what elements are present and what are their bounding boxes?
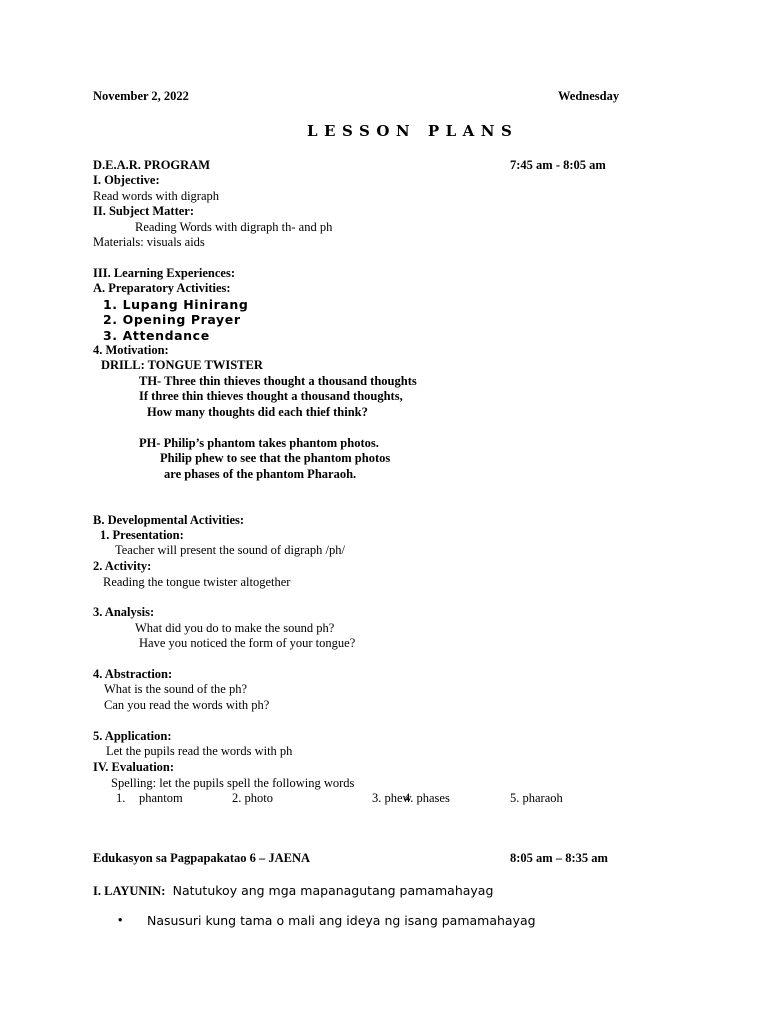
lesson-date: November 2, 2022 — [93, 89, 189, 103]
ph-twister-line: are phases of the phantom Pharaoh. — [164, 467, 357, 481]
word-item: 3. phew — [372, 791, 412, 805]
evaluation-heading: IV. Evaluation: — [93, 760, 175, 774]
prep-item: 1. Lupang Hinirang — [103, 297, 249, 312]
developmental-heading: B. Developmental Activities: — [93, 513, 245, 527]
subject-matter-heading: II. Subject Matter: — [93, 204, 195, 218]
prep-item: 3. Attendance — [103, 328, 210, 343]
th-twister-line: If three thin thieves thought a thousand thoughts, — [139, 389, 403, 403]
presentation-heading: 1. Presentation: — [100, 528, 184, 542]
preparatory-heading: A. Preparatory Activities: — [93, 281, 231, 295]
evaluation-text: Spelling: let the pupils spell the following words — [111, 776, 355, 790]
th-twister-line: TH- Three thin thieves thought a thousand thoughts — [139, 374, 417, 388]
lesson-day: Wednesday — [558, 89, 620, 103]
abstraction-line: What is the sound of the ph? — [104, 682, 248, 696]
bullet-text: Nasusuri kung tama o mali ang ideya ng isang pamamahayag — [147, 913, 536, 928]
presentation-text: Teacher will present the sound of digraph /ph/ — [115, 543, 345, 557]
layunin-label: I. LAYUNIN: — [93, 884, 166, 898]
word-item: 5. pharaoh — [510, 791, 563, 805]
learning-experiences-heading: III. Learning Experiences: — [93, 266, 236, 280]
esp-time: 8:05 am – 8:35 am — [510, 851, 608, 865]
activity-text: Reading the tongue twister altogether — [103, 575, 291, 589]
prep-item: 2. Opening Prayer — [103, 312, 241, 327]
motivation-heading: 4. Motivation: — [93, 343, 169, 357]
analysis-line: What did you do to make the sound ph? — [135, 621, 335, 635]
ph-twister-line: Philip phew to see that the phantom photos — [160, 451, 391, 465]
analysis-heading: 3. Analysis: — [93, 605, 155, 619]
application-heading: 5. Application: — [93, 729, 172, 743]
ph-twister-line: PH- Philip’s phantom takes phantom photos. — [139, 436, 379, 450]
analysis-line: Have you noticed the form of your tongue? — [139, 636, 356, 650]
layunin-text: Natutukoy ang mga mapanagutang pamamahayag — [172, 883, 494, 898]
application-text: Let the pupils read the words with ph — [106, 744, 293, 758]
esp-title: Edukasyon sa Pagpapakatao 6 – JAENA — [93, 851, 311, 865]
dear-program-time: 7:45 am - 8:05 am — [510, 158, 606, 172]
dear-program-title: D.E.A.R. PROGRAM — [93, 158, 211, 172]
word-number: 1. — [116, 791, 126, 805]
word-item: 2. photo — [232, 791, 273, 805]
drill-heading: DRILL: TONGUE TWISTER — [101, 358, 263, 372]
abstraction-heading: 4. Abstraction: — [93, 667, 173, 681]
objective-text: Read words with digraph — [93, 189, 220, 203]
word-item: phantom — [139, 791, 183, 805]
bullet-icon: • — [118, 913, 123, 927]
page-title: LESSON PLANS — [307, 122, 519, 140]
objective-heading: I. Objective: — [93, 173, 160, 187]
abstraction-line: Can you read the words with ph? — [104, 698, 270, 712]
subject-matter-text: Reading Words with digraph th- and ph — [135, 220, 333, 234]
th-twister-line: How many thoughts did each thief think? — [147, 405, 368, 419]
layunin-line — [93, 883, 493, 899]
activity-heading: 2. Activity: — [93, 559, 152, 573]
word-item: 4. phases — [404, 791, 450, 805]
materials-text: Materials: visuals aids — [93, 235, 205, 249]
